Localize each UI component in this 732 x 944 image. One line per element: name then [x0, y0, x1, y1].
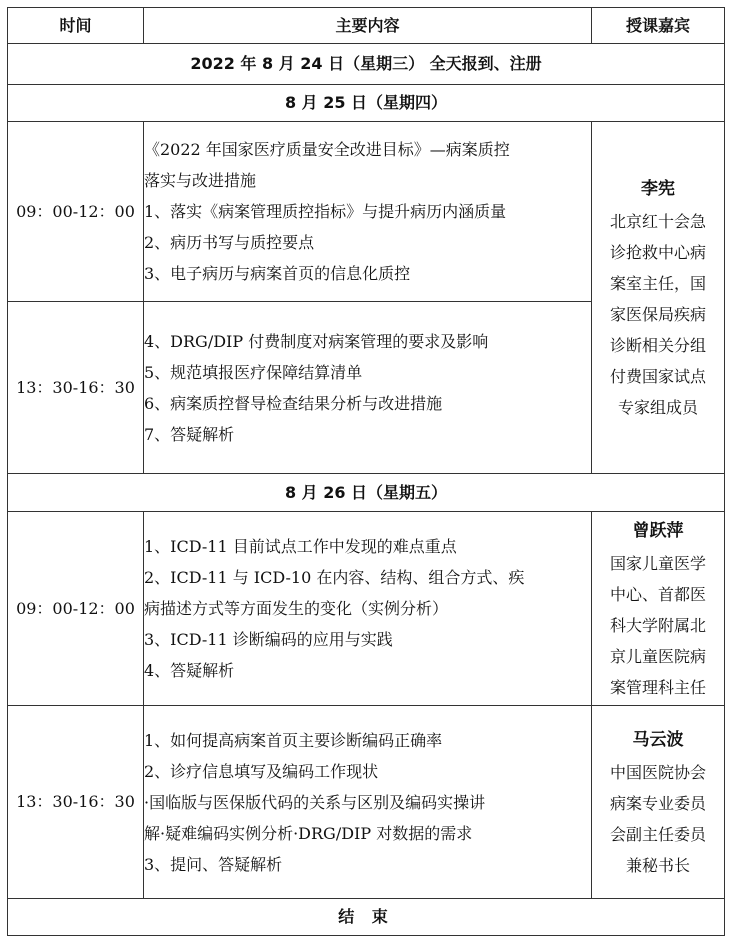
speaker-bio-line: 案管理科主任: [609, 678, 706, 697]
content-line: 5、规范填报医疗保障结算清单: [144, 362, 363, 382]
end-label: 结 束: [8, 899, 725, 936]
speaker-bio-line: 会副主任委员: [609, 825, 706, 844]
day2-session2-speaker: [592, 706, 725, 899]
content-line: 1、落实《病案管理质控指标》与提升病历内涵质量: [144, 202, 507, 221]
speaker-name: 李宪: [641, 179, 675, 199]
schedule-table: [7, 7, 725, 936]
speaker-bio-line: 诊抢救中心病: [609, 243, 706, 262]
content-line: 2、诊疗信息填写及编码工作现状: [144, 761, 379, 781]
speaker-bio-line: 专家组成员: [617, 398, 698, 417]
content-line: 3、ICD-11 诊断编码的应用与实践: [144, 630, 393, 649]
speaker-bio-line: 京儿童医院病: [609, 647, 706, 666]
content-line: 《2022 年国家医疗质量安全改进目标》—病案质控: [144, 140, 510, 159]
speaker-bio-line: 兼秘书长: [625, 856, 690, 875]
speaker-name: 曾跃萍: [632, 521, 684, 541]
content-line: 落实与改进措施: [144, 171, 257, 190]
content-line: 4、DRG/DIP 付费制度对病案管理的要求及影响: [144, 331, 489, 351]
registration-text: 2022 年 8 月 24 日（星期三） 全天报到、注册: [8, 44, 725, 85]
speaker-bio-line: 国家儿童医学: [609, 554, 706, 573]
footer-row: [8, 899, 725, 936]
speaker-bio-line: 付费国家试点: [609, 367, 706, 386]
day2-session1-row: [8, 512, 725, 706]
content-line: 解·疑难编码实例分析·DRG/DIP 对数据的需求: [144, 823, 473, 843]
header-row: [8, 8, 725, 44]
header-content: 主要内容: [144, 8, 592, 44]
content-line: 2、ICD-11 与 ICD-10 在内容、结构、组合方式、疾: [144, 568, 525, 587]
day1-session1-time: 09：00-12：00: [8, 122, 144, 302]
speaker-bio-line: 北京红十会急: [609, 212, 706, 231]
content-line: 6、病案质控督导检查结果分析与改进措施: [144, 393, 443, 413]
content-line: 7、答疑解析: [144, 424, 235, 444]
day1-title: 8 月 25 日（星期四）: [8, 85, 725, 122]
content-line: ·国临版与医保版代码的关系与区别及编码实操讲: [144, 792, 486, 812]
day2-session1-speaker: [592, 512, 725, 706]
day2-session2-row: [8, 706, 725, 899]
registration-row: [8, 44, 725, 85]
speaker-bio-line: 病案专业委员: [609, 794, 706, 813]
speaker-bio-line: 中国医院协会: [609, 763, 706, 782]
day2-title: 8 月 26 日（星期五）: [8, 474, 725, 512]
day1-session1-row: [8, 122, 725, 302]
content-line: 3、提问、答疑解析: [144, 854, 283, 874]
content-line: 病描述方式等方面发生的变化（实例分析）: [144, 599, 449, 618]
day1-session2-content: [144, 302, 592, 474]
content-line: 4、答疑解析: [144, 661, 235, 680]
speaker-bio-line: 诊断相关分组: [609, 336, 706, 355]
day2-session1-time: 09：00-12：00: [8, 512, 144, 706]
day1-title-row: [8, 85, 725, 122]
day2-session1-content: [144, 512, 592, 706]
day2-session2-content: [144, 706, 592, 899]
speaker-bio-line: 家医保局疾病: [609, 305, 706, 324]
speaker-name: 马云波: [632, 730, 684, 750]
day1-speaker: [592, 122, 725, 474]
content-line: 1、ICD-11 目前试点工作中发现的难点重点: [144, 537, 457, 556]
speaker-bio-line: 中心、首都医: [609, 585, 706, 604]
header-time: 时间: [8, 8, 144, 44]
header-speaker: 授课嘉宾: [592, 8, 725, 44]
day2-session2-time: 13：30-16：30: [8, 706, 144, 899]
content-line: 2、病历书写与质控要点: [144, 233, 315, 252]
speaker-bio-line: 科大学附属北: [609, 616, 706, 635]
content-line: 3、电子病历与病案首页的信息化质控: [144, 264, 411, 283]
day2-title-row: [8, 474, 725, 512]
content-line: 1、如何提高病案首页主要诊断编码正确率: [144, 730, 443, 750]
day1-session2-time: 13：30-16：30: [8, 302, 144, 474]
day1-session1-content: [144, 122, 592, 302]
speaker-bio-line: 案室主任，国: [609, 274, 706, 293]
